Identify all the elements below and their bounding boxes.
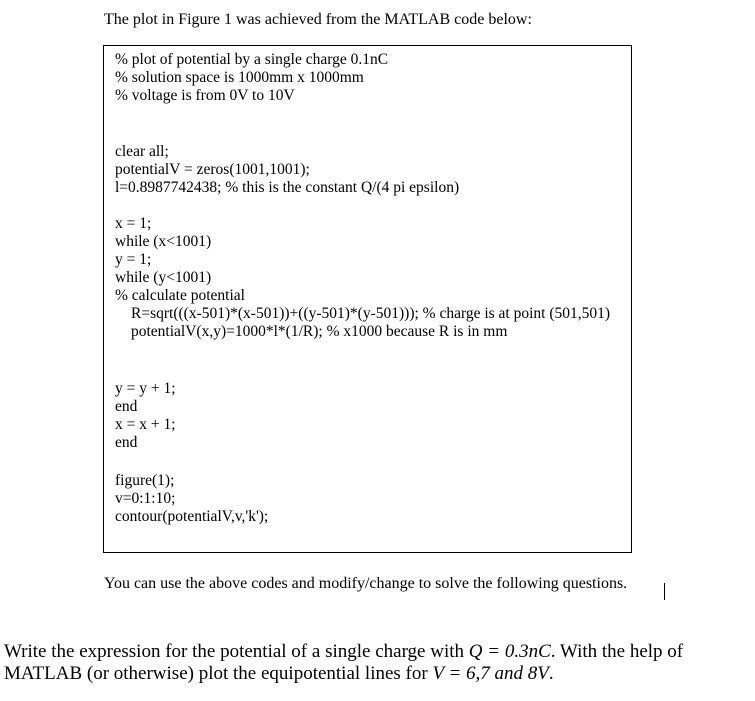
intro-text: The plot in Figure 1 was achieved from the MATLAB code below: <box>104 11 532 28</box>
code-line: % solution space is 1000mm x 1000mm <box>115 69 364 86</box>
after-code-text: You can use the above codes and modify/change to solve the following questions. <box>104 575 628 592</box>
code-line: % calculate potential <box>115 287 245 304</box>
code-line: R=sqrt(((x-501)*(x-501))+((y-501)*(y-501))); % charge is at point (501,501) <box>131 305 611 322</box>
question-part-3: . <box>548 663 554 684</box>
code-line: y = 1; <box>115 251 152 268</box>
voltage-expression: V = 6,7 and 8V <box>432 663 549 684</box>
code-line: x = x + 1; <box>115 416 176 433</box>
code-line: end <box>115 398 138 415</box>
question-part-2: . With the help of MATLAB (or otherwise) plot the equipotential lines for <box>4 641 684 684</box>
code-line: % voltage is from 0V to 10V <box>115 87 295 104</box>
code-line: while (x<1001) <box>115 233 212 250</box>
question-part-1: Write the expression for the potential of a single charge with <box>4 641 469 662</box>
code-line: while (y<1001) <box>115 269 212 286</box>
code-line: contour(potentialV,v,'k'); <box>115 508 269 525</box>
code-line: potentialV(x,y)=1000*l*(1/R); % x1000 because R is in mm <box>131 323 508 340</box>
code-line: x = 1; <box>115 215 152 232</box>
question-text <box>4 641 746 685</box>
code-line: % plot of potential by a single charge 0.1nC <box>115 51 389 68</box>
code-line: figure(1); <box>115 472 175 489</box>
code-line: l=0.8987742438; % this is the constant Q/(4 pi epsilon) <box>115 179 460 196</box>
code-line: clear all; <box>115 143 169 160</box>
code-box <box>103 45 632 553</box>
charge-expression: Q = 0.3nC <box>468 641 551 662</box>
code-line: end <box>115 434 138 451</box>
code-line: potentialV = zeros(1001,1001); <box>115 161 310 178</box>
text-cursor <box>664 583 665 600</box>
code-line: v=0:1:10; <box>115 490 176 507</box>
code-line: y = y + 1; <box>115 380 176 397</box>
